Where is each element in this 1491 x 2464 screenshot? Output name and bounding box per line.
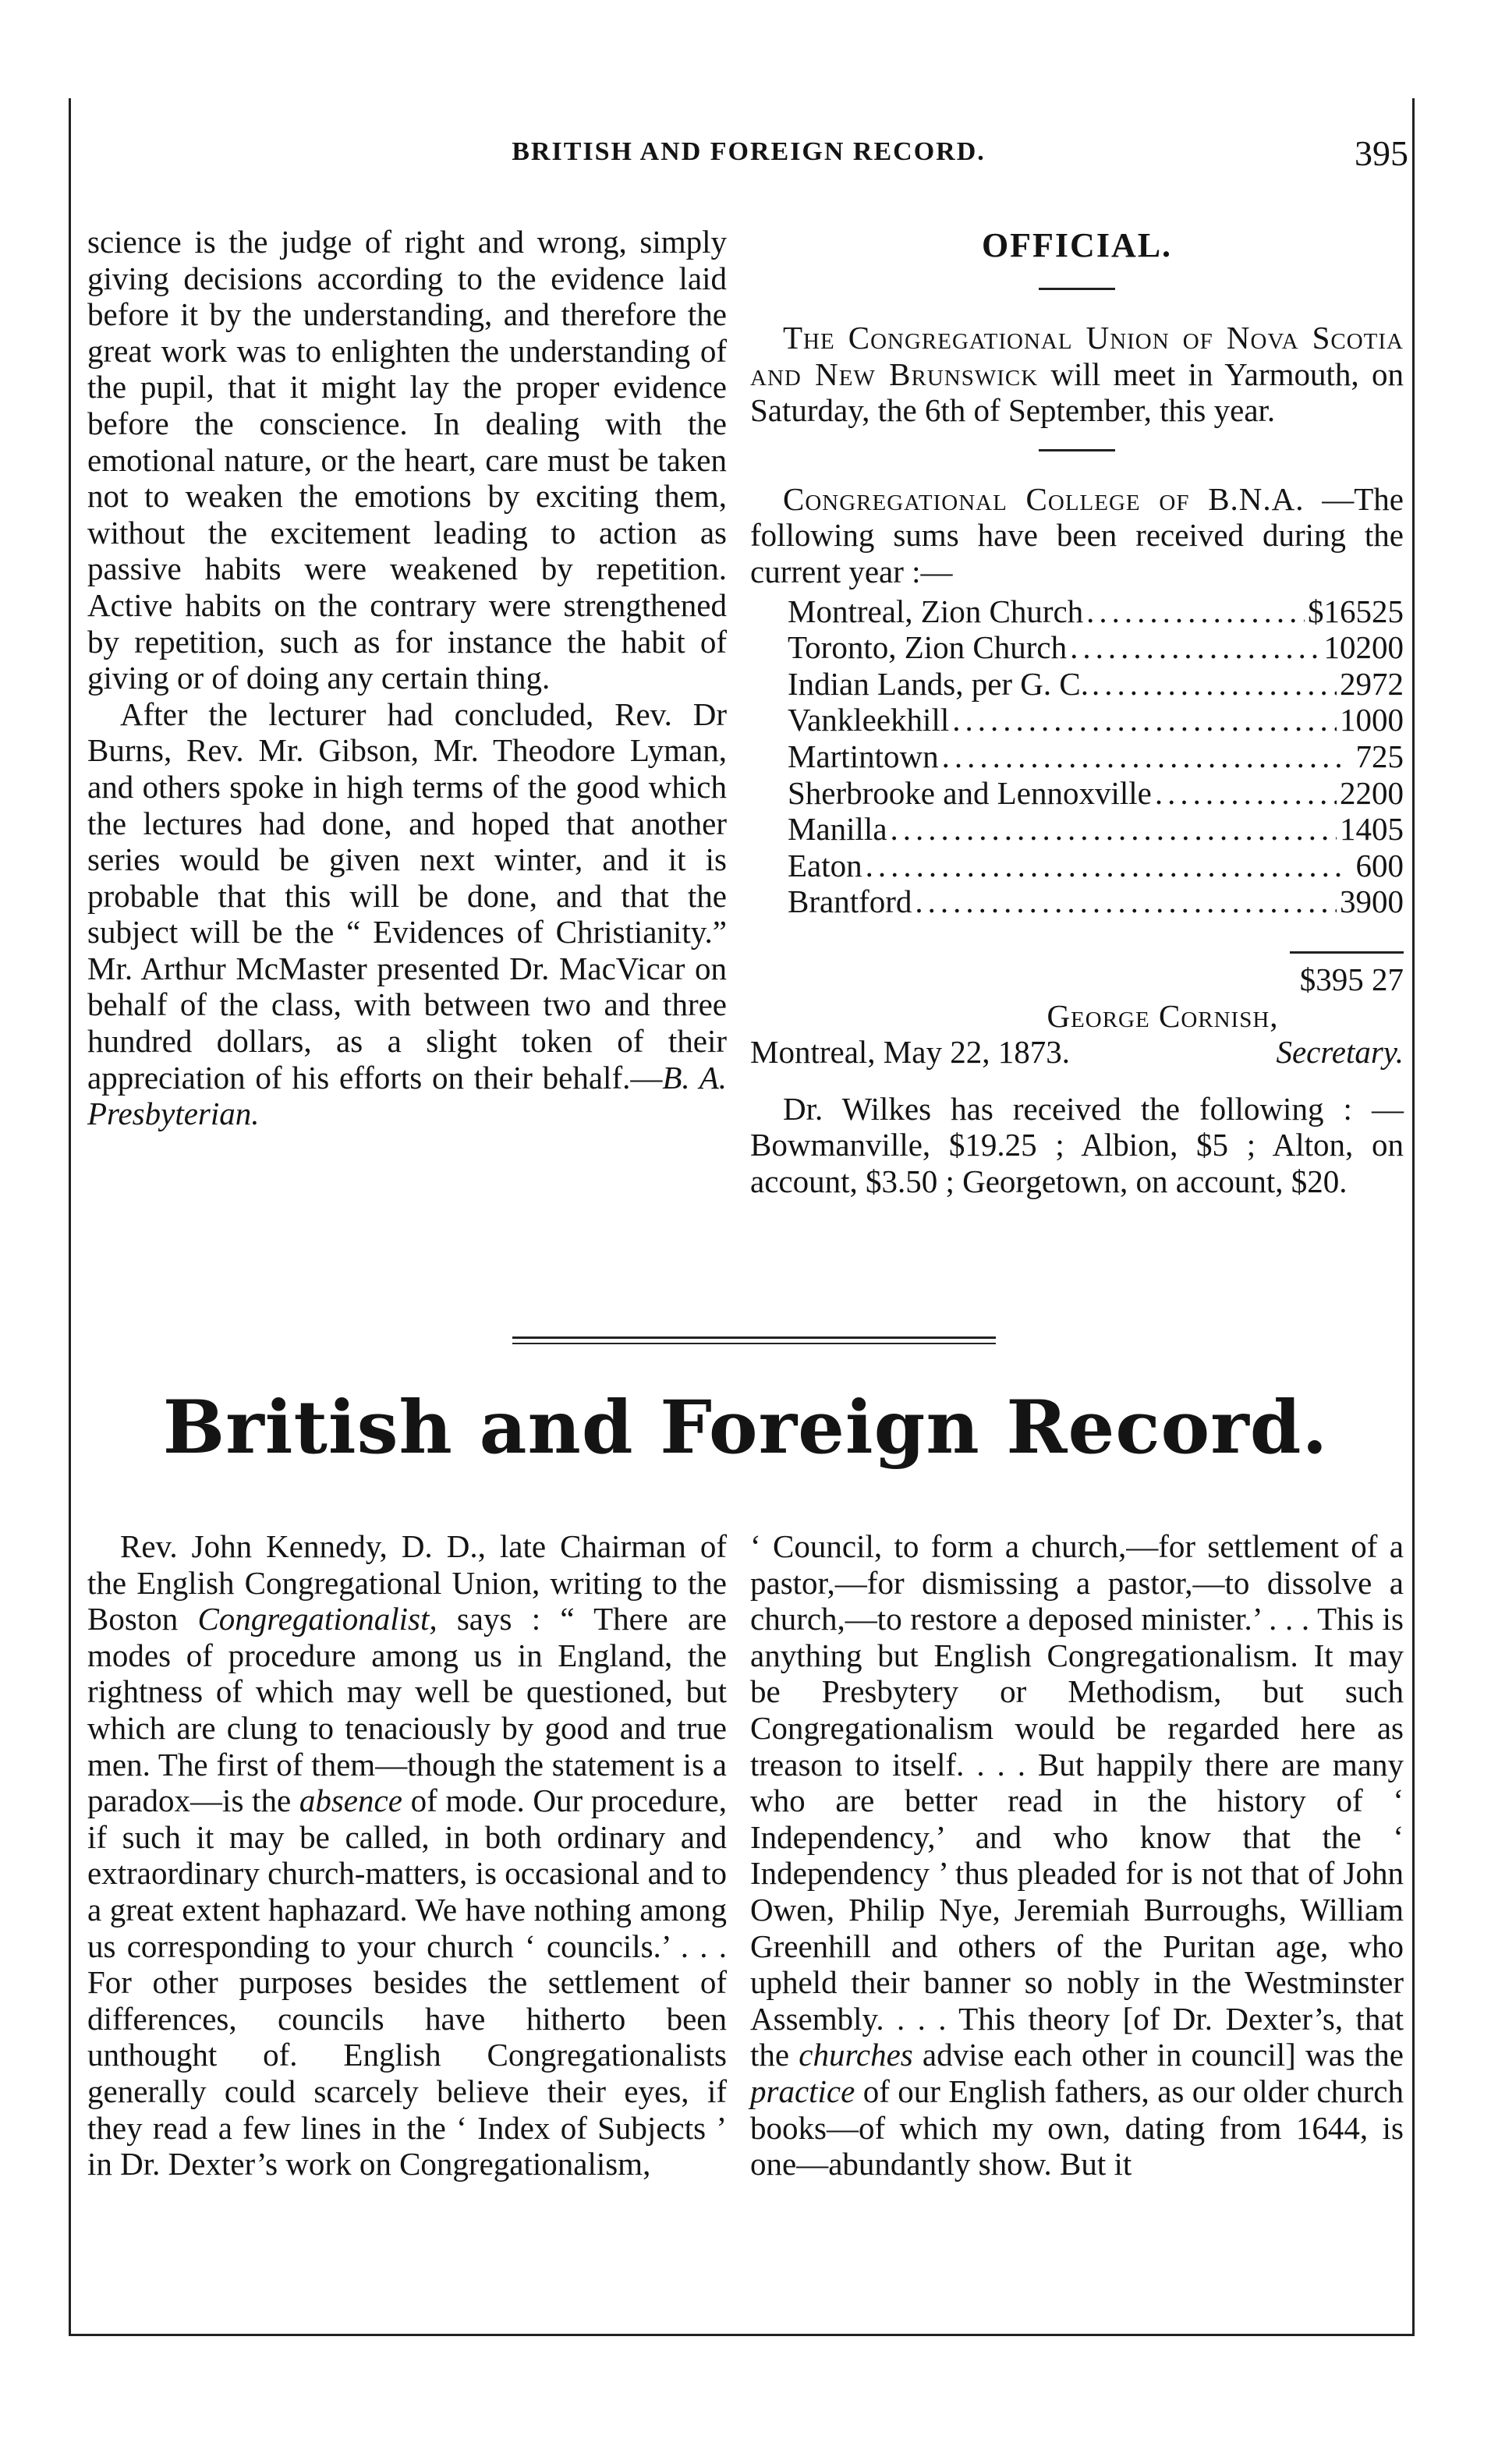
- receipt-dollars: 29: [1340, 665, 1372, 702]
- running-head: BRITISH AND FOREIGN RECORD.: [512, 137, 986, 166]
- receipt-dollars: 7: [1355, 738, 1372, 774]
- signatory-name: George Cornish,: [1047, 997, 1279, 1034]
- article-text: Rev. John Kennedy, D. D., late Chairman of the English Congregational Union, writing to the Boston: [87, 1528, 727, 1637]
- leader-dots: [952, 702, 1337, 738]
- receipt-place: Manilla: [788, 811, 887, 848]
- receipt-cents: 00: [1372, 774, 1404, 811]
- receipt-row: [788, 593, 1404, 630]
- article-text: says : “ There are modes of procedure among us in England, the rightness of which may well be questioned, but which are clung to tenaciously by good and true men. The first of them—though the statement is a paradox—is the: [87, 1601, 727, 1819]
- college-notice-lead: Congregational College of B.N.A.: [783, 480, 1305, 517]
- receipt-row: [788, 883, 1404, 920]
- leader-dots: [1086, 593, 1305, 630]
- article-continuation: [750, 1528, 1404, 2183]
- article-emphasis: absence: [299, 1783, 402, 1819]
- article-text: advise each other in council] was the: [912, 2037, 1404, 2073]
- receipt-place: Indian Lands, per G. C.: [788, 665, 1089, 702]
- receipt-place: Brantford: [788, 883, 912, 920]
- official-heading: OFFICIAL.: [981, 226, 1173, 264]
- page-number: 395: [1355, 133, 1408, 173]
- left-column-bottom: [87, 1528, 727, 2183]
- receipt-place: Vankleekhill: [788, 702, 950, 738]
- leader-dots: [1155, 775, 1337, 812]
- receipt-dollars: 22: [1340, 774, 1372, 811]
- receipt-dollars: 102: [1323, 629, 1372, 666]
- college-notice: [750, 481, 1404, 590]
- receipt-place: Montreal, Zion Church: [788, 593, 1084, 629]
- article-paragraph: [87, 1528, 727, 2183]
- article-text: of our English fathers, as our older church books—of which my own, dating from 1644, is one—abundantly show. But it: [750, 2073, 1404, 2183]
- receipt-place: Sherbrooke and Lennoxville: [788, 774, 1152, 811]
- receipt-cents: 25: [1372, 738, 1404, 774]
- section-heading: British and Foreign Record.: [162, 1385, 1329, 1471]
- leader-dots: [942, 738, 1348, 775]
- receipt-cents: 00: [1372, 629, 1404, 666]
- receipt-dollars: 14: [1340, 811, 1372, 848]
- signatory-title: Secretary.: [1276, 1034, 1404, 1071]
- leader-dots: [1092, 666, 1337, 703]
- lecture-conclusion-paragraph: [87, 696, 727, 1132]
- right-column-bottom: [750, 1528, 1404, 2183]
- union-notice: [750, 320, 1404, 429]
- article-emphasis: Congregationalist,: [197, 1601, 437, 1637]
- lecture-paragraph: science is the judge of right and wrong, simply giving decisions according to the evidence laid before it by the understanding, and therefore the great work was to enlighten the understanding of the pupil, that it might lay the proper evidence before the conscience. In dealing with the emotional nature, or the heart, care must be taken not to weaken the emotions by exciting them, without the excitement leading to action as passive habits were weakened by repetition. Active habits on the contrary were strengthened by repetition, such as for instance the habit of giving or of doing any certain thing.: [87, 224, 727, 696]
- left-column-top: [87, 224, 727, 1132]
- receipt-row: [788, 811, 1404, 848]
- receipt-cents: 00: [1372, 847, 1404, 883]
- section-divider: [512, 1336, 996, 1344]
- receipt-row: [788, 629, 1404, 666]
- receipt-row: [788, 702, 1404, 738]
- leader-dots: [1070, 629, 1320, 666]
- article-emphasis: churches: [799, 2037, 913, 2073]
- receipt-dollars: 39: [1340, 883, 1372, 920]
- leader-dots: [866, 848, 1344, 884]
- source-citation: B. A. Presbyterian.: [87, 1059, 727, 1132]
- receipt-cents: 25: [1372, 593, 1404, 629]
- wilkes-notice: Dr. Wilkes has received the following : — Bowmanville, $19.25 ; Albion, $5 ; Alton, on account, $3.50 ; Georgetown, on account, $20.: [750, 1090, 1404, 1199]
- receipt-dollars: 6: [1355, 847, 1372, 883]
- receipt-dollars: 10: [1340, 702, 1372, 738]
- receipt-row: [788, 848, 1404, 884]
- date-line: Montreal, May 22, 1873.: [750, 1034, 1070, 1071]
- receipt-row: [788, 775, 1404, 812]
- receipt-dollars: $165: [1308, 593, 1372, 629]
- sum-rule: [1290, 951, 1404, 954]
- article-text: of mode. Our procedure, if such it may be called, in both ordinary and extraordinary church-matters, is occasional and to a great extent haphazard. We have nothing among us corresponding to your church ‘ councils.’ . . . For other purposes besides the settlement of differences, councils have hitherto been unthought of. English Congregationalists generally could scarcely believe their eyes, if they read a few lines in the ‘ Index of Subjects ’ in Dr. Dexter’s work on Congregationalism,: [87, 1783, 728, 2183]
- signature-line: [750, 1034, 1404, 1071]
- union-notice-text: will meet in Yarmouth, on Saturday, the 6th of September, this year.: [750, 356, 1404, 429]
- divider-rule: [1039, 449, 1115, 451]
- receipt-place: Eaton: [788, 847, 862, 883]
- article-emphasis: practice: [750, 2073, 855, 2109]
- college-notice-text: —The following sums have been received during the current year :—: [750, 480, 1404, 589]
- receipt-row: [788, 738, 1404, 775]
- receipt-cents: 05: [1372, 811, 1404, 848]
- receipt-row: [788, 666, 1404, 703]
- article-text: ‘ Council, to form a church,—for settlement of a pastor,—for dismissing a pastor,—to dissolve a church,—to restore a deposed minister.’ . . . This is anything but English Congregationalism. It may be Presbytery or Methodism, but such Congregationalism would be regarded here as treason to itself. . . . But happily there are many who are better read in the history of ‘ Independency,’ and who know that the ‘ Independency ’ thus pleaded for is not that of John Owen, Philip Nye, Jeremiah Burroughs, William Greenhill and others of the Puritan age, who upheld their banner so nobly in the Westminster Assembly. . . . This theory [of Dr. Dexter’s, that the: [750, 1528, 1404, 2073]
- receipt-cents: 00: [1372, 883, 1404, 920]
- lecture-conclusion-text: After the lecturer had concluded, Rev. Dr Burns, Rev. Mr. Gibson, Mr. Theodore Lyman, and others spoke in high terms of the good which the lectures had done, and hoped that another series would be given next winter, and it is probable that this will be done, and that the subject will be the “ Evidences of Christianity.” Mr. Arthur McMaster presented Dr. MacVicar on behalf of the class, with between two and three hundred dollars, as a slight token of their appreciation of his efforts on their behalf.—: [87, 696, 727, 1096]
- receipt-cents: 72: [1372, 665, 1404, 702]
- receipts-total: $395 27: [1299, 961, 1404, 997]
- receipts-list: [750, 593, 1404, 920]
- receipt-cents: 00: [1372, 702, 1404, 738]
- leader-dots: [891, 811, 1337, 848]
- union-notice-lead: The Congregational Union of Nova Scotia and New Brunswick: [750, 320, 1404, 392]
- divider-rule: [1039, 288, 1115, 290]
- spacer: [750, 1071, 1404, 1091]
- right-column-top: [750, 224, 1404, 1199]
- receipt-place: Toronto, Zion Church: [788, 629, 1068, 666]
- leader-dots: [915, 883, 1337, 920]
- receipt-place: Martintown: [788, 738, 939, 774]
